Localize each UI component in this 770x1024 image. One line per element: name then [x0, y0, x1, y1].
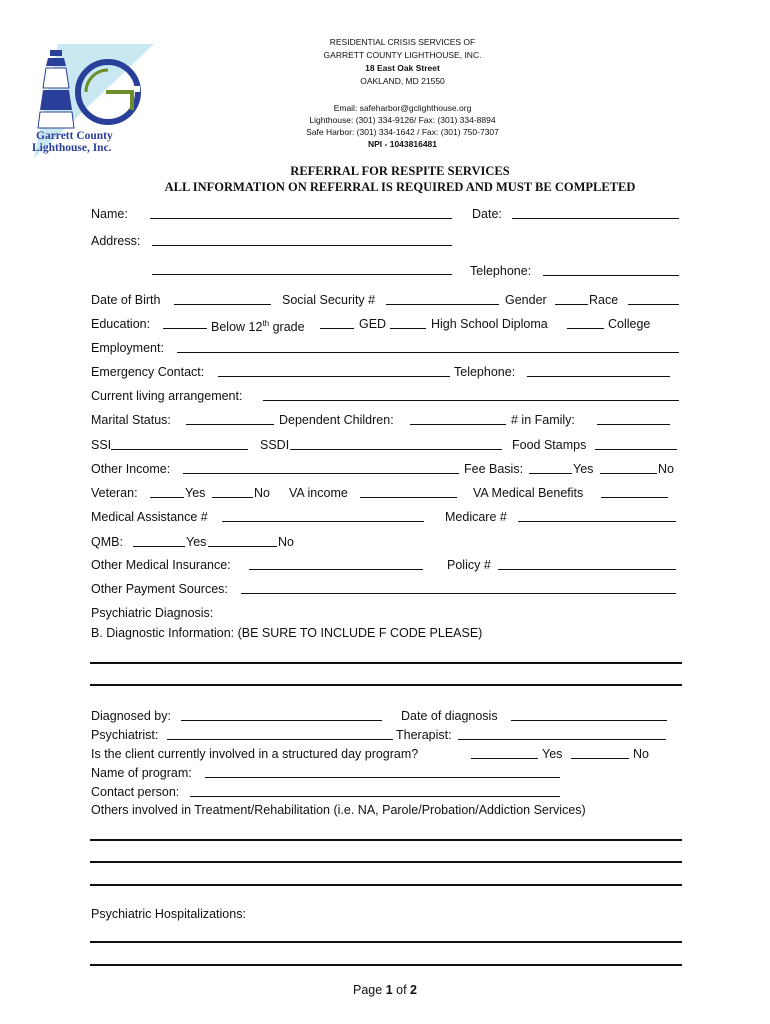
emergency-tel-label: Telephone: — [454, 365, 516, 379]
dx-line-2[interactable] — [90, 684, 682, 686]
other-pay-label: Other Payment Sources: — [91, 582, 228, 596]
org-lighthouse-phone: Lighthouse: (301) 334-9126/ Fax: (301) 334-8894 — [309, 115, 496, 125]
living-field[interactable] — [263, 389, 679, 401]
policy-label: Policy # — [447, 558, 491, 572]
others-line-2[interactable] — [90, 861, 682, 863]
other-med-label: Other Medical Insurance: — [91, 558, 231, 572]
therapist-label: Therapist: — [396, 728, 452, 742]
medicare-field[interactable] — [518, 510, 676, 522]
other-pay-field[interactable] — [241, 582, 676, 594]
veteran-no-label: No — [254, 486, 270, 500]
logo-text-1: Garrett County — [36, 130, 113, 142]
fee-basis-yes-field[interactable] — [529, 462, 572, 474]
others-line-1[interactable] — [90, 839, 682, 841]
psychiatrist-label: Psychiatrist: — [91, 728, 159, 742]
fee-basis-yes-label: Yes — [573, 462, 594, 476]
in-family-label: # in Family: — [511, 413, 575, 427]
structured-label: Is the client currently involved in a structured day program? — [91, 747, 419, 761]
food-stamps-field[interactable] — [595, 438, 677, 450]
other-income-field[interactable] — [183, 462, 459, 474]
veteran-yes-label: Yes — [185, 486, 206, 500]
ssi-field[interactable] — [111, 438, 248, 450]
org-npi: NPI - 1043816481 — [368, 139, 437, 149]
ged-label: GED — [359, 317, 387, 331]
qmb-yes-label: Yes — [186, 535, 207, 549]
va-income-label: VA income — [289, 486, 348, 500]
fee-basis-no-label: No — [658, 462, 674, 476]
hosp-line-2[interactable] — [90, 964, 682, 966]
name-field[interactable] — [150, 207, 452, 219]
below12-label: Below 12th grade — [211, 319, 305, 335]
marital-field[interactable] — [186, 413, 274, 425]
food-stamps-label: Food Stamps — [512, 438, 587, 452]
structured-no-field[interactable] — [571, 747, 629, 759]
college-label: College — [608, 317, 651, 331]
hs-label: High School Diploma — [431, 317, 548, 331]
telephone-field[interactable] — [543, 264, 679, 276]
race-field[interactable] — [628, 293, 679, 305]
dx-line-1[interactable] — [90, 662, 682, 664]
others-line-3[interactable] — [90, 884, 682, 886]
org-street: 18 East Oak Street — [365, 63, 440, 73]
qmb-no-label: No — [278, 535, 294, 549]
structured-yes-label: Yes — [542, 747, 563, 761]
program-name-field[interactable] — [205, 766, 560, 778]
qmb-label: QMB: — [91, 535, 123, 549]
organization-logo — [28, 36, 158, 166]
other-med-field[interactable] — [249, 558, 423, 570]
emergency-label: Emergency Contact: — [91, 365, 205, 379]
name-label: Name: — [91, 207, 128, 221]
page-number: Page 1 of 2 — [353, 983, 417, 997]
org-line-2: GARRETT COUNTY LIGHTHOUSE, INC. — [323, 50, 482, 60]
contact-field[interactable] — [190, 785, 560, 797]
address-label: Address: — [91, 234, 141, 248]
hosp-line-1[interactable] — [90, 941, 682, 943]
emergency-field[interactable] — [218, 365, 450, 377]
form-title: REFERRAL FOR RESPITE SERVICES — [290, 164, 510, 178]
medicare-label: Medicare # — [445, 510, 507, 524]
program-name-label: Name of program: — [91, 766, 192, 780]
address-field-1[interactable] — [152, 234, 452, 246]
structured-yes-field[interactable] — [471, 747, 538, 759]
address-field-2[interactable] — [152, 263, 452, 275]
diagnosed-by-field[interactable] — [181, 709, 382, 721]
psych-dx-label: Psychiatric Diagnosis: — [91, 606, 214, 620]
hosp-label: Psychiatric Hospitalizations: — [91, 907, 246, 921]
ssn-label: Social Security # — [282, 293, 376, 307]
education-label: Education: — [91, 317, 151, 331]
policy-field[interactable] — [498, 558, 676, 570]
date-label: Date: — [472, 207, 502, 221]
va-medical-field[interactable] — [601, 486, 668, 498]
dependents-label: Dependent Children: — [279, 413, 394, 427]
in-family-field[interactable] — [597, 413, 670, 425]
telephone-label: Telephone: — [470, 264, 532, 278]
race-label: Race — [589, 293, 619, 307]
med-assist-field[interactable] — [222, 510, 424, 522]
gender-label: Gender — [505, 293, 547, 307]
dependents-field[interactable] — [410, 413, 506, 425]
form-subtitle: ALL INFORMATION ON REFERRAL IS REQUIRED AND MUST BE COMPLETED — [164, 180, 636, 194]
date-field[interactable] — [512, 207, 679, 219]
fee-basis-no-field[interactable] — [600, 462, 657, 474]
ssdi-label: SSDI — [260, 438, 290, 452]
veteran-no-field[interactable] — [212, 486, 253, 498]
dob-label: Date of Birth — [91, 293, 161, 307]
others-label: Others involved in Treatment/Rehabilitation (i.e. NA, Parole/Probation/Addiction Services) — [91, 803, 586, 817]
ssdi-field[interactable] — [290, 438, 502, 450]
other-income-label: Other Income: — [91, 462, 171, 476]
med-assist-label: Medical Assistance # — [91, 510, 208, 524]
ssn-field[interactable] — [386, 293, 499, 305]
va-medical-label: VA Medical Benefits — [473, 486, 584, 500]
org-city: OAKLAND, MD 21550 — [360, 76, 445, 86]
contact-label: Contact person: — [91, 785, 180, 799]
ssi-label: SSI — [91, 438, 112, 452]
therapist-field[interactable] — [458, 728, 666, 740]
employment-field[interactable] — [177, 341, 679, 353]
org-line-1: RESIDENTIAL CRISIS SERVICES OF — [329, 37, 476, 47]
psychiatrist-field[interactable] — [167, 728, 393, 740]
emergency-tel-field[interactable] — [527, 365, 670, 377]
dx-info-label: B. Diagnostic Information: (BE SURE TO INCLUDE F CODE PLEASE) — [91, 626, 483, 640]
veteran-label: Veteran: — [91, 486, 138, 500]
below12-field[interactable] — [163, 317, 207, 329]
employment-label: Employment: — [91, 341, 164, 355]
qmb-yes-field[interactable] — [133, 535, 185, 547]
va-income-field[interactable] — [360, 486, 457, 498]
date-dx-field[interactable] — [511, 709, 667, 721]
gender-field[interactable] — [555, 293, 588, 305]
marital-label: Marital Status: — [91, 413, 171, 427]
hs-field[interactable] — [390, 317, 426, 329]
ged-field[interactable] — [320, 317, 354, 329]
qmb-no-field[interactable] — [208, 535, 277, 547]
structured-no-label: No — [633, 747, 649, 761]
date-dx-label: Date of diagnosis — [401, 709, 498, 723]
dob-field[interactable] — [174, 293, 271, 305]
fee-basis-label: Fee Basis: — [464, 462, 524, 476]
org-email: Email: safeharbor@gclighthouse.org — [333, 103, 472, 113]
living-label: Current living arrangement: — [91, 389, 243, 403]
logo-text-2: Lighthouse, Inc. — [32, 142, 112, 154]
org-safeharbor-phone: Safe Harbor: (301) 334-1642 / Fax: (301) 750-7307 — [306, 127, 499, 137]
veteran-yes-field[interactable] — [150, 486, 184, 498]
college-field[interactable] — [567, 317, 604, 329]
diagnosed-by-label: Diagnosed by: — [91, 709, 171, 723]
